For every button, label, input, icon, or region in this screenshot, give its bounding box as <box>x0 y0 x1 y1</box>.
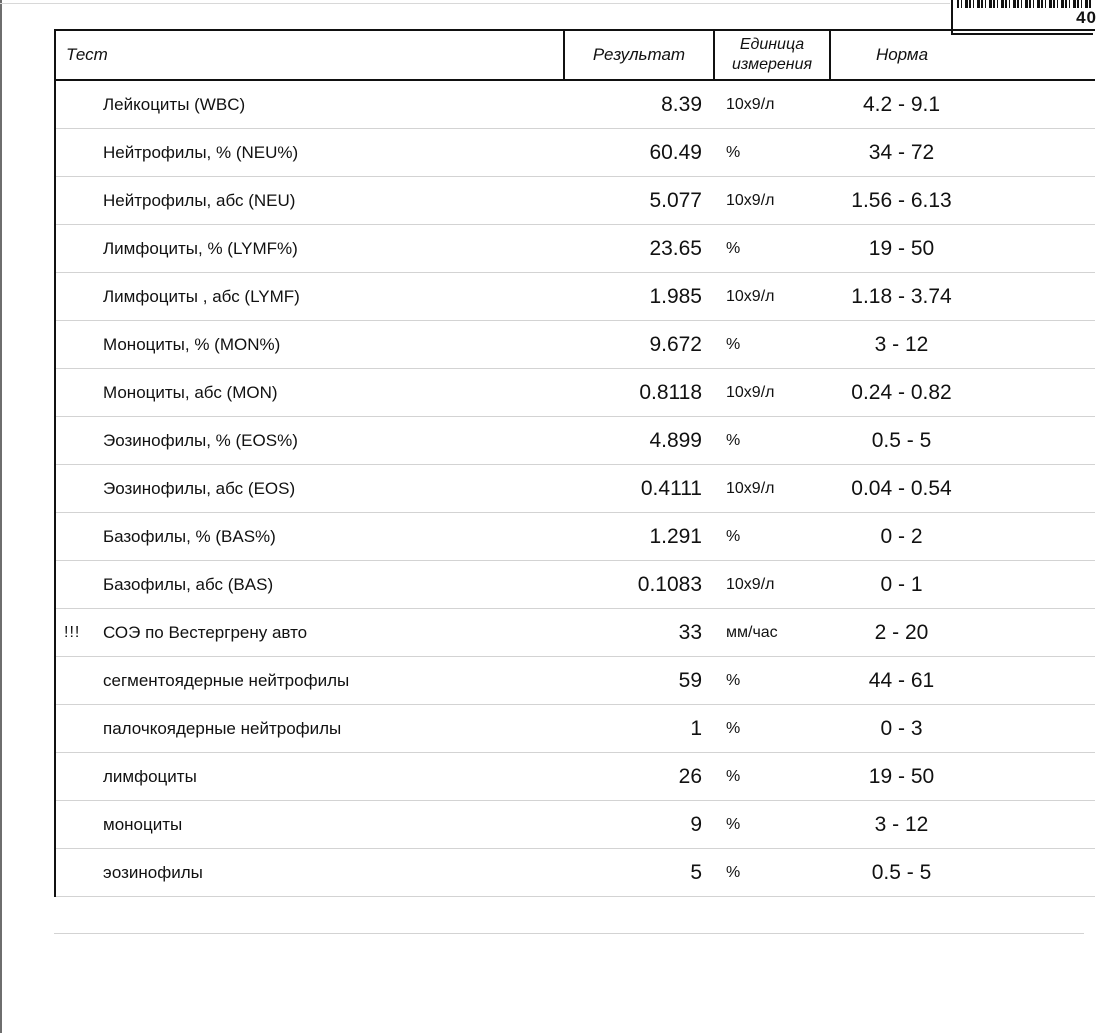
row-flag <box>55 849 103 897</box>
row-norm: 19 - 50 <box>830 225 1095 273</box>
row-unit: 10x9/л <box>714 273 830 321</box>
table-row <box>55 513 1095 561</box>
row-norm: 0.5 - 5 <box>830 417 1095 465</box>
row-unit: % <box>714 849 830 897</box>
row-flag <box>55 801 103 849</box>
table-row <box>55 705 1095 753</box>
row-unit: 10x9/л <box>714 561 830 609</box>
table-row <box>55 561 1095 609</box>
row-result: 1.291 <box>564 513 714 561</box>
row-unit: % <box>714 129 830 177</box>
table-row <box>55 273 1095 321</box>
table-row <box>55 225 1095 273</box>
barcode-bars <box>957 0 1093 8</box>
row-unit: % <box>714 321 830 369</box>
header-test: Тест <box>55 30 564 80</box>
row-test-name: Лимфоциты, % (LYMF%) <box>103 225 564 273</box>
row-flag <box>55 129 103 177</box>
row-unit: % <box>714 225 830 273</box>
row-unit: мм/час <box>714 609 830 657</box>
row-test-name: Лимфоциты , абс (LYMF) <box>103 273 564 321</box>
header-row <box>55 30 1095 80</box>
table-row <box>55 177 1095 225</box>
bottom-divider <box>54 933 1084 934</box>
row-flag <box>55 753 103 801</box>
row-norm: 2 - 20 <box>830 609 1095 657</box>
row-test-name: Нейтрофилы, % (NEU%) <box>103 129 564 177</box>
row-unit: 10x9/л <box>714 465 830 513</box>
row-unit: % <box>714 705 830 753</box>
row-norm: 3 - 12 <box>830 321 1095 369</box>
row-test-name: Лейкоциты (WBC) <box>103 80 564 129</box>
row-test-name: Моноциты, абс (MON) <box>103 369 564 417</box>
row-test-name: сегментоядерные нейтрофилы <box>103 657 564 705</box>
row-flag <box>55 321 103 369</box>
row-norm: 0.04 - 0.54 <box>830 465 1095 513</box>
row-flag <box>55 80 103 129</box>
row-norm: 4.2 - 9.1 <box>830 80 1095 129</box>
row-unit: 10x9/л <box>714 369 830 417</box>
row-flag <box>55 225 103 273</box>
row-flag <box>55 561 103 609</box>
row-unit: 10x9/л <box>714 80 830 129</box>
results-table <box>54 29 1095 897</box>
row-result: 5.077 <box>564 177 714 225</box>
row-result: 0.4111 <box>564 465 714 513</box>
header-unit-line1: Единица <box>739 36 805 53</box>
row-norm: 44 - 61 <box>830 657 1095 705</box>
row-norm: 1.56 - 6.13 <box>830 177 1095 225</box>
row-test-name: Базофилы, абс (BAS) <box>103 561 564 609</box>
table-row <box>55 753 1095 801</box>
row-result: 9.672 <box>564 321 714 369</box>
table-row <box>55 657 1095 705</box>
row-norm: 0 - 3 <box>830 705 1095 753</box>
row-test-name: Нейтрофилы, абс (NEU) <box>103 177 564 225</box>
row-flag <box>55 465 103 513</box>
row-unit: % <box>714 753 830 801</box>
top-divider <box>0 3 950 4</box>
table-row <box>55 465 1095 513</box>
row-flag <box>55 273 103 321</box>
row-result: 23.65 <box>564 225 714 273</box>
row-test-name: эозинофилы <box>103 849 564 897</box>
table-row <box>55 849 1095 897</box>
barcode-number: 40 <box>1076 8 1097 27</box>
table-row <box>55 369 1095 417</box>
row-norm: 0 - 2 <box>830 513 1095 561</box>
header-unit-line2: измерения <box>731 56 813 73</box>
row-test-name: СОЭ по Вестергрену авто <box>103 609 564 657</box>
row-norm: 3 - 12 <box>830 801 1095 849</box>
row-flag-alert: !!! <box>55 609 103 657</box>
row-norm: 19 - 50 <box>830 753 1095 801</box>
table-row <box>55 609 1095 657</box>
row-flag <box>55 177 103 225</box>
row-norm: 0.5 - 5 <box>830 849 1095 897</box>
header-result: Результат <box>564 30 714 80</box>
row-norm: 1.18 - 3.74 <box>830 273 1095 321</box>
row-result: 1.985 <box>564 273 714 321</box>
row-result: 4.899 <box>564 417 714 465</box>
table-row <box>55 80 1095 129</box>
header-norm: Норма <box>830 30 1095 80</box>
row-flag <box>55 417 103 465</box>
table-row <box>55 417 1095 465</box>
row-result: 59 <box>564 657 714 705</box>
row-norm: 0 - 1 <box>830 561 1095 609</box>
row-result: 5 <box>564 849 714 897</box>
row-result: 26 <box>564 753 714 801</box>
row-unit: % <box>714 801 830 849</box>
row-flag <box>55 513 103 561</box>
row-result: 60.49 <box>564 129 714 177</box>
row-result: 9 <box>564 801 714 849</box>
table-row <box>55 321 1095 369</box>
row-test-name: Эозинофилы, % (EOS%) <box>103 417 564 465</box>
row-result: 8.39 <box>564 80 714 129</box>
row-flag <box>55 705 103 753</box>
row-unit: % <box>714 513 830 561</box>
page-left-edge <box>0 0 2 1033</box>
row-result: 0.1083 <box>564 561 714 609</box>
row-norm: 0.24 - 0.82 <box>830 369 1095 417</box>
row-test-name: Моноциты, % (MON%) <box>103 321 564 369</box>
row-unit: 10x9/л <box>714 177 830 225</box>
row-test-name: лимфоциты <box>103 753 564 801</box>
row-test-name: моноциты <box>103 801 564 849</box>
row-norm: 34 - 72 <box>830 129 1095 177</box>
row-flag <box>55 657 103 705</box>
row-test-name: Эозинофилы, абс (EOS) <box>103 465 564 513</box>
table-row <box>55 129 1095 177</box>
row-result: 1 <box>564 705 714 753</box>
table-row <box>55 801 1095 849</box>
row-test-name: палочкоядерные нейтрофилы <box>103 705 564 753</box>
row-flag <box>55 369 103 417</box>
row-unit: % <box>714 417 830 465</box>
row-result: 0.8118 <box>564 369 714 417</box>
row-test-name: Базофилы, % (BAS%) <box>103 513 564 561</box>
header-unit <box>714 30 830 80</box>
row-result: 33 <box>564 609 714 657</box>
row-unit: % <box>714 657 830 705</box>
